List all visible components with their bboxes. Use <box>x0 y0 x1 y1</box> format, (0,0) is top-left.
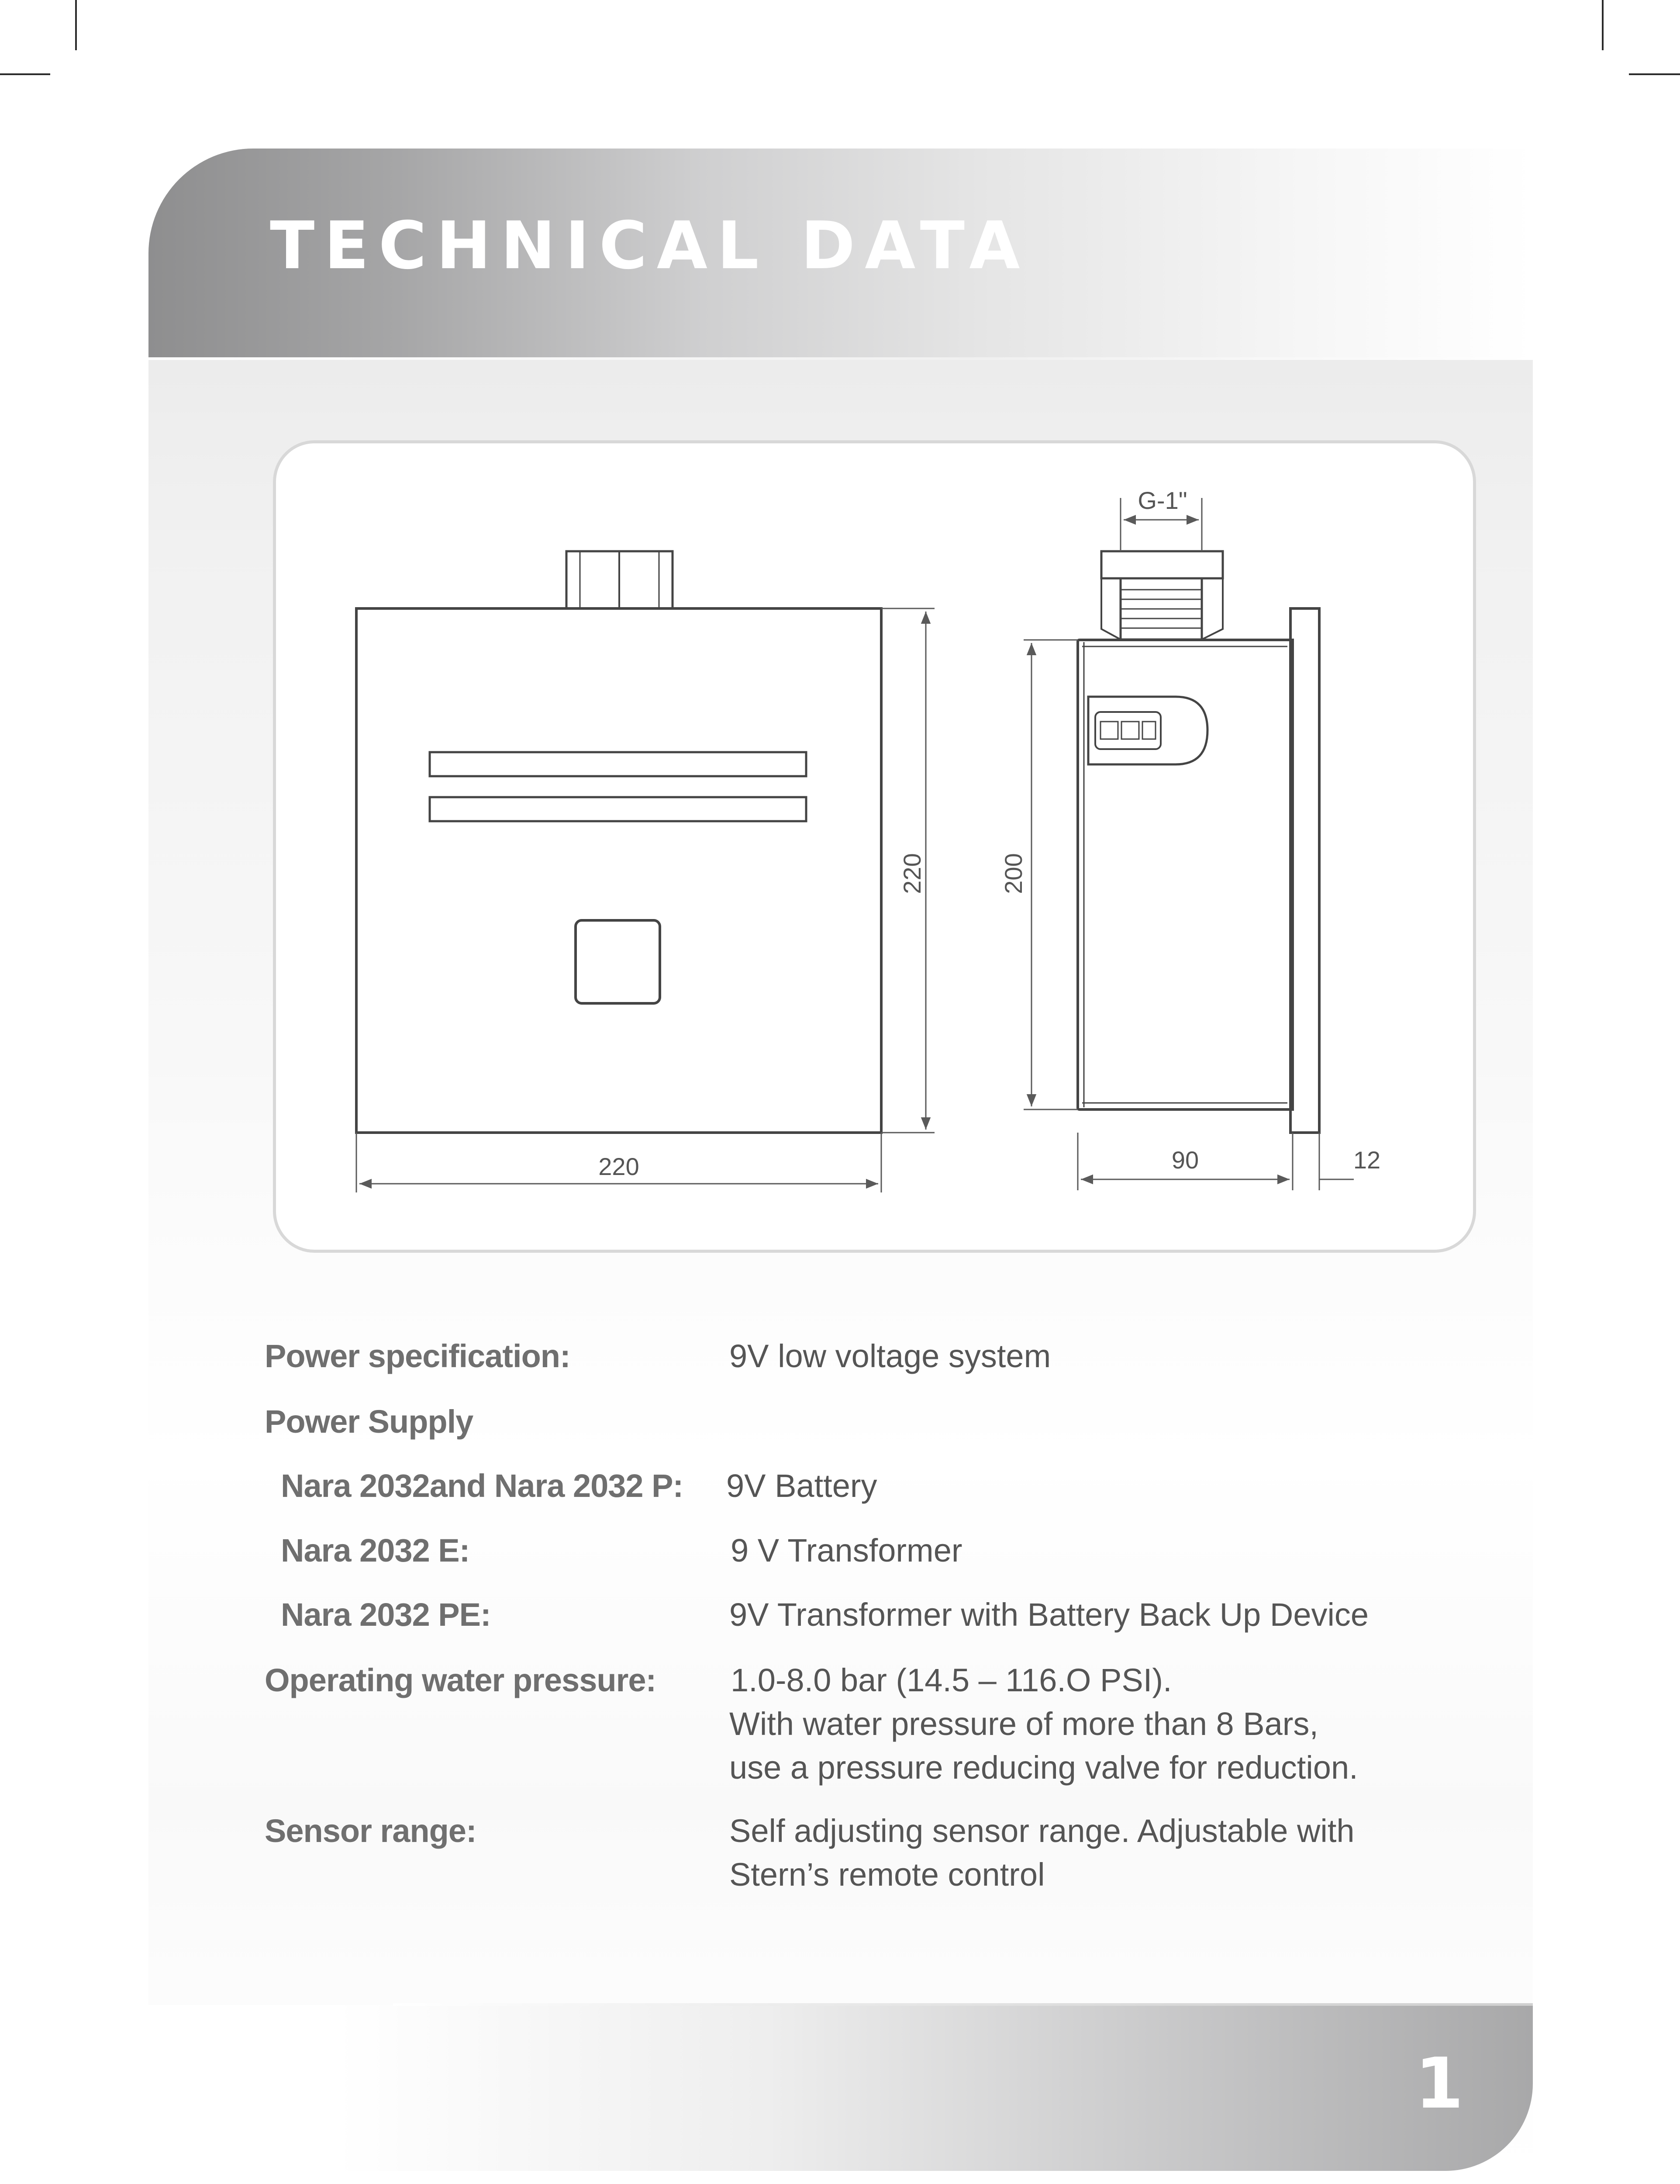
front-height-label: 220 <box>898 853 926 894</box>
power-spec-label: Power specification: <box>265 1338 570 1374</box>
side-cover-plate <box>1290 608 1319 1133</box>
side-height-label: 200 <box>1000 853 1027 894</box>
nara-2032pe-label: Nara 2032 PE: <box>281 1597 491 1633</box>
footer-band <box>0 2005 1533 2171</box>
front-dimensions <box>356 608 935 1192</box>
side-view <box>1078 551 1319 1133</box>
power-supply-label: Power Supply <box>265 1403 473 1440</box>
sensor-range-label: Sensor range: <box>265 1813 476 1849</box>
page-number: 1 <box>1415 2042 1464 2124</box>
pressure-label: Operating water pressure: <box>265 1662 656 1698</box>
nara-2032-label: Nara 2032and Nara 2032 P: <box>281 1468 683 1504</box>
power-spec-value: 9V low voltage system <box>729 1338 1051 1374</box>
pressure-value-line-1: 1.0-8.0 bar (14.5 – 116.O PSI). <box>731 1662 1172 1698</box>
pressure-value-line-3: use a pressure reducing valve for reduction. <box>729 1749 1358 1786</box>
front-housing <box>356 608 881 1133</box>
side-plate-label: 12 <box>1353 1146 1381 1174</box>
front-width-label: 220 <box>598 1153 639 1180</box>
side-depth-label: 90 <box>1171 1146 1199 1174</box>
pressure-value-line-2: With water pressure of more than 8 Bars, <box>729 1706 1318 1742</box>
front-view <box>356 551 881 1133</box>
footer-divider <box>393 2003 1533 2006</box>
nara-2032e-label: Nara 2032 E: <box>281 1532 470 1569</box>
page-title: TECHNICAL DATA <box>270 208 1030 284</box>
side-body <box>1078 640 1293 1109</box>
sensor-range-value-line-1: Self adjusting sensor range. Adjustable with <box>729 1813 1355 1849</box>
inlet-thread-label: G-1" <box>1138 487 1187 514</box>
front-slot-upper <box>430 752 806 776</box>
nara-2032pe-value: 9V Transformer with Battery Back Up Device <box>729 1597 1369 1633</box>
sensor-range-value-line-2: Stern’s remote control <box>729 1856 1045 1893</box>
side-dimensions <box>1024 498 1354 1190</box>
nara-2032-value: 9V Battery <box>726 1468 877 1504</box>
side-inlet-nut <box>1101 551 1223 578</box>
nara-2032e-value: 9 V Transformer <box>731 1532 962 1569</box>
front-slot-lower <box>430 797 806 821</box>
side-valve <box>1088 697 1207 764</box>
sensor-window <box>576 920 660 1003</box>
